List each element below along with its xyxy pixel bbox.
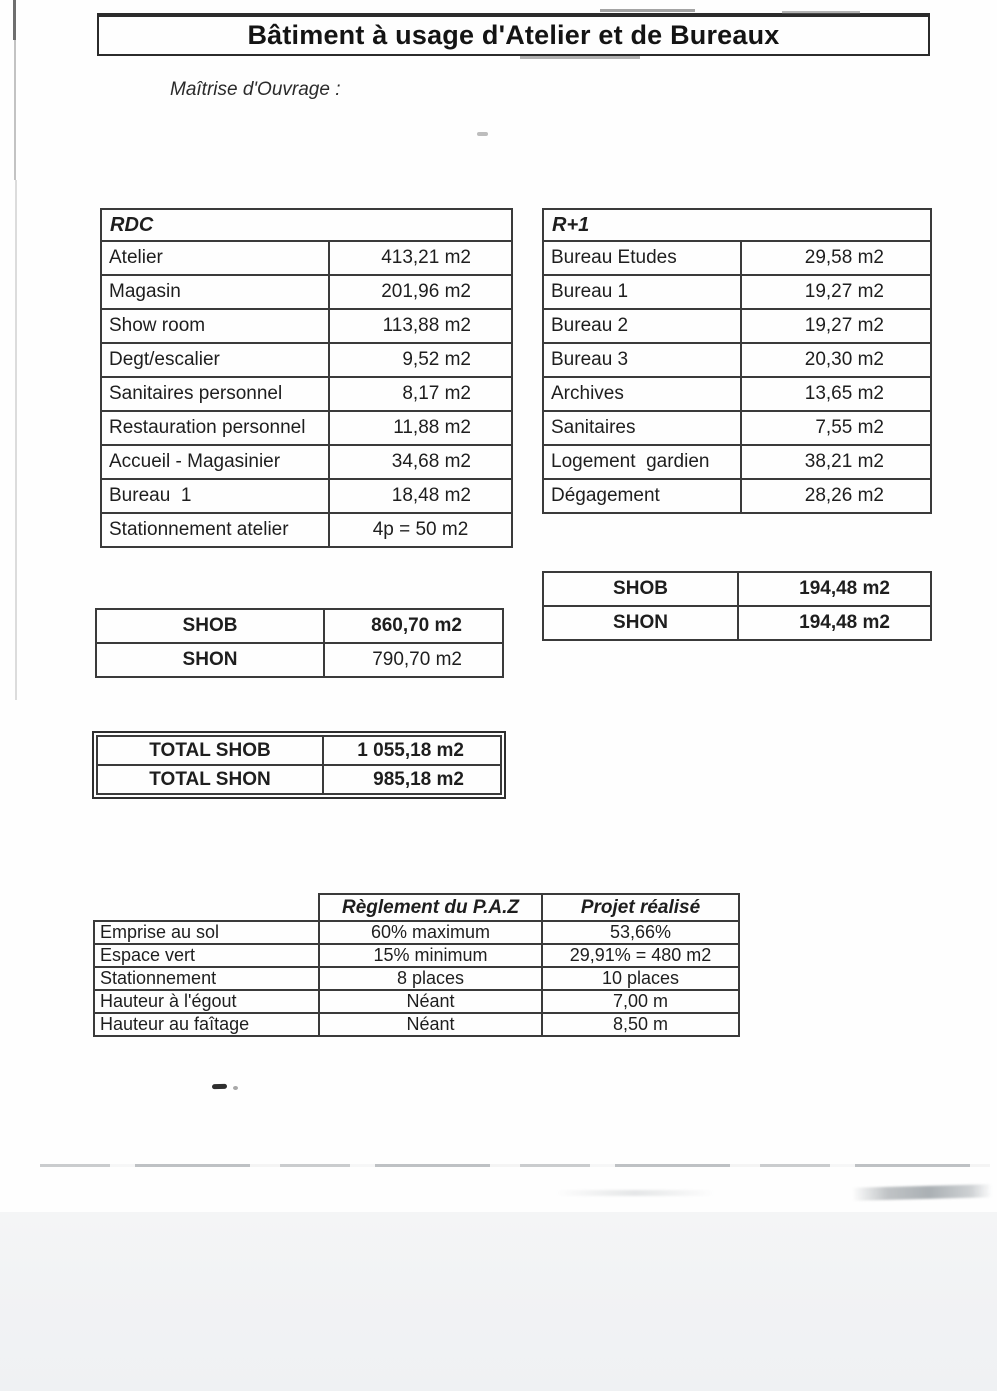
summary-label: SHON xyxy=(96,643,324,677)
room-label: Accueil - Magasinier xyxy=(101,445,329,479)
table-row xyxy=(94,1013,739,1036)
scan-artifact-smudge xyxy=(520,56,640,59)
projet-value: 7,00 m xyxy=(542,990,739,1013)
table-row xyxy=(96,609,503,643)
paz-value: 15% minimum xyxy=(319,944,542,967)
table-row xyxy=(543,445,931,479)
paz-value: Néant xyxy=(319,1013,542,1036)
area-value: 13,65 m2 xyxy=(741,377,931,411)
table-row xyxy=(94,921,739,944)
room-label: Degt/escalier xyxy=(101,343,329,377)
table-row xyxy=(96,643,503,677)
area-value: 201,96 m2 xyxy=(329,275,512,309)
area-value: 113,88 m2 xyxy=(329,309,512,343)
criteria-label: Hauteur à l'égout xyxy=(94,990,319,1013)
table-row xyxy=(543,377,931,411)
room-label: Restauration personnel xyxy=(101,411,329,445)
room-label: Bureau 2 xyxy=(543,309,741,343)
table-row xyxy=(543,479,931,513)
room-label: Magasin xyxy=(101,275,329,309)
column-header-paz: Règlement du P.A.Z xyxy=(319,894,542,921)
room-label: Archives xyxy=(543,377,741,411)
summary-value: 860,70 m2 xyxy=(324,609,503,643)
table-row xyxy=(101,513,512,547)
area-value: 9,52 m2 xyxy=(329,343,512,377)
title-box xyxy=(97,13,930,56)
table-row xyxy=(543,606,931,640)
projet-value: 8,50 m xyxy=(542,1013,739,1036)
scan-artifact-mark xyxy=(477,132,488,136)
criteria-label: Emprise au sol xyxy=(94,921,319,944)
room-label: Atelier xyxy=(101,241,329,275)
area-value: 11,88 m2 xyxy=(329,411,512,445)
scan-artifact-dash xyxy=(212,1084,227,1090)
summary-label: SHOB xyxy=(96,609,324,643)
scan-artifact-left-edge xyxy=(15,180,17,700)
table-header-row xyxy=(543,209,931,241)
projet-value: 10 places xyxy=(542,967,739,990)
room-label: Logement gardien xyxy=(543,445,741,479)
area-value: 34,68 m2 xyxy=(329,445,512,479)
table-row xyxy=(101,343,512,377)
total-value: 985,18 m2 xyxy=(323,765,501,794)
criteria-label: Espace vert xyxy=(94,944,319,967)
table-row xyxy=(97,765,501,794)
scan-artifact-dot xyxy=(233,1086,238,1090)
room-label: Dégagement xyxy=(543,479,741,513)
table-row xyxy=(101,377,512,411)
rdc-summary-table xyxy=(95,608,504,678)
projet-value: 53,66% xyxy=(542,921,739,944)
table-row xyxy=(101,241,512,275)
rdc-table xyxy=(100,208,513,548)
table-row xyxy=(543,572,931,606)
total-label: TOTAL SHOB xyxy=(97,736,323,765)
area-value: 28,26 m2 xyxy=(741,479,931,513)
criteria-label: Stationnement xyxy=(94,967,319,990)
area-value: 19,27 m2 xyxy=(741,275,931,309)
room-label: Bureau 1 xyxy=(543,275,741,309)
subtitle: Maîtrise d'Ouvrage : xyxy=(170,79,341,100)
table-row xyxy=(101,309,512,343)
table-row xyxy=(101,479,512,513)
area-value: 413,21 m2 xyxy=(329,241,512,275)
column-header-projet: Projet réalisé xyxy=(542,894,739,921)
summary-label: SHON xyxy=(543,606,738,640)
room-label: Sanitaires xyxy=(543,411,741,445)
room-label: Bureau 1 xyxy=(101,479,329,513)
projet-value: 29,91% = 480 m2 xyxy=(542,944,739,967)
table-header-row xyxy=(101,209,512,241)
scan-artifact-smudge xyxy=(852,1184,992,1201)
scan-artifact-smudge xyxy=(600,9,695,12)
summary-value: 194,48 m2 xyxy=(738,572,931,606)
area-value: 20,30 m2 xyxy=(741,343,931,377)
paz-value: Néant xyxy=(319,990,542,1013)
room-label: Stationnement atelier xyxy=(101,513,329,547)
scan-artifact-left-edge xyxy=(14,40,16,180)
summary-value: 790,70 m2 xyxy=(324,643,503,677)
table-row xyxy=(94,944,739,967)
page-title: Bâtiment à usage d'Atelier et de Bureaux xyxy=(247,20,780,50)
summary-value: 194,48 m2 xyxy=(738,606,931,640)
table-row xyxy=(101,411,512,445)
room-label: Sanitaires personnel xyxy=(101,377,329,411)
table-row xyxy=(101,445,512,479)
summary-label: SHOB xyxy=(543,572,738,606)
table-header-row xyxy=(94,894,739,921)
scan-artifact-left-edge xyxy=(13,0,16,40)
table-row xyxy=(94,967,739,990)
room-label: Bureau Etudes xyxy=(543,241,741,275)
table-row xyxy=(543,343,931,377)
paz-value: 8 places xyxy=(319,967,542,990)
floor-label: RDC xyxy=(101,209,512,241)
empty-header-cell xyxy=(94,894,319,921)
r1-summary-table xyxy=(542,571,932,641)
table-row xyxy=(97,736,501,765)
area-value: 8,17 m2 xyxy=(329,377,512,411)
area-value: 4p = 50 m2 xyxy=(329,513,512,547)
scan-artifact-rule xyxy=(40,1164,990,1167)
criteria-label: Hauteur au faîtage xyxy=(94,1013,319,1036)
paz-value: 60% maximum xyxy=(319,921,542,944)
scan-artifact-smudge xyxy=(555,1190,715,1196)
area-value: 19,27 m2 xyxy=(741,309,931,343)
table-row xyxy=(94,990,739,1013)
r1-table xyxy=(542,208,932,514)
room-label: Bureau 3 xyxy=(543,343,741,377)
table-row xyxy=(543,275,931,309)
room-label: Show room xyxy=(101,309,329,343)
area-value: 38,21 m2 xyxy=(741,445,931,479)
table-row xyxy=(543,241,931,275)
total-table xyxy=(92,731,506,799)
scanner-background xyxy=(0,1212,997,1391)
total-value: 1 055,18 m2 xyxy=(323,736,501,765)
area-value: 7,55 m2 xyxy=(741,411,931,445)
area-value: 29,58 m2 xyxy=(741,241,931,275)
table-row xyxy=(543,309,931,343)
floor-label: R+1 xyxy=(543,209,931,241)
regulation-table xyxy=(93,893,740,1037)
table-row xyxy=(543,411,931,445)
table-row xyxy=(101,275,512,309)
area-value: 18,48 m2 xyxy=(329,479,512,513)
total-label: TOTAL SHON xyxy=(97,765,323,794)
